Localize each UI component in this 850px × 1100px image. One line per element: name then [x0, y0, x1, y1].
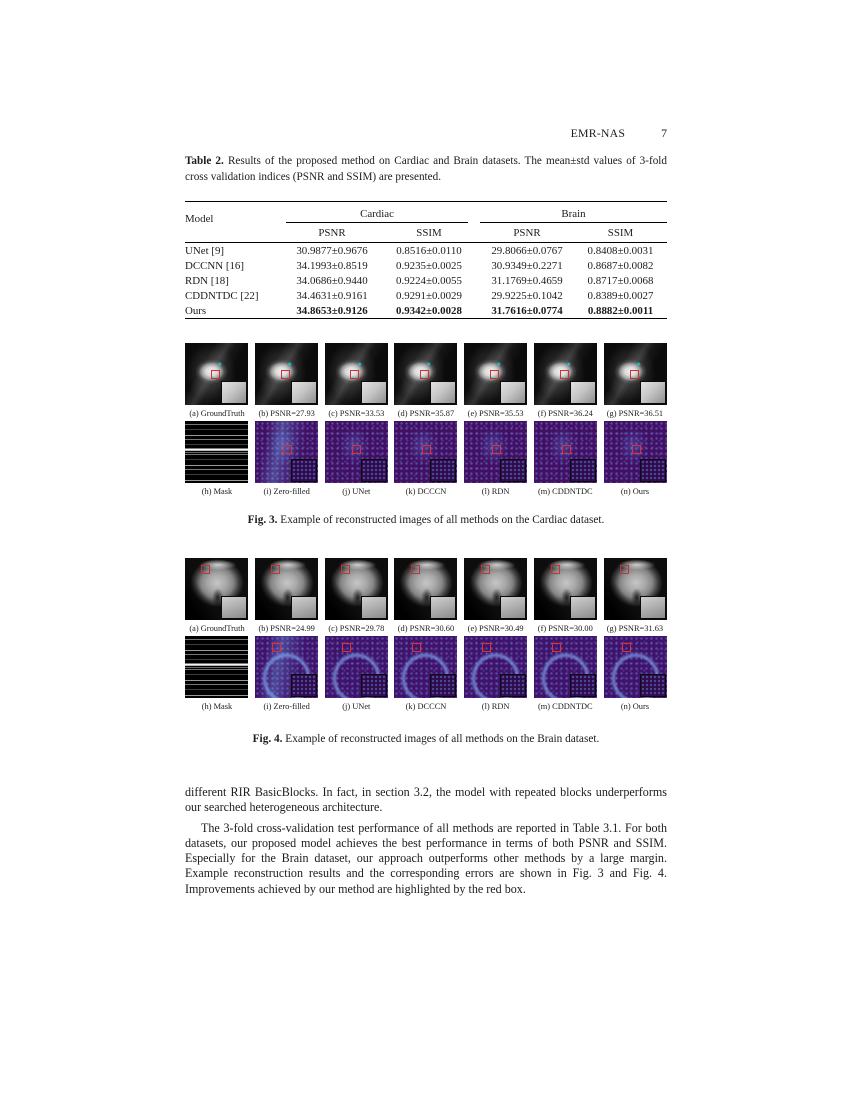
- highlight-red-box: [342, 643, 351, 652]
- zoom-inset-thumbnail: [361, 459, 387, 482]
- zoom-inset-thumbnail: [640, 381, 666, 404]
- zoom-inset-thumbnail: [430, 674, 456, 697]
- psnr-cardiac-cell: 34.8653±0.9126: [296, 304, 368, 317]
- highlight-red-box: [492, 445, 501, 454]
- ssim-cardiac-cell: 0.9342±0.0028: [396, 304, 462, 317]
- highlight-red-box: [412, 643, 421, 652]
- panel-error-cardiac: [394, 421, 457, 483]
- zoom-inset-thumbnail: [361, 596, 387, 619]
- zoom-inset-thumbnail: [221, 596, 247, 619]
- panel-label: (h) Mask: [201, 486, 233, 496]
- figure4-error-labels: [185, 698, 667, 714]
- zoom-inset-thumbnail: [570, 596, 596, 619]
- zoom-inset-thumbnail: [640, 674, 666, 697]
- panel-label: (l) RDN: [481, 486, 510, 496]
- panel-label: (b) PSNR=24.99: [258, 623, 315, 633]
- zoom-inset-thumbnail: [430, 459, 456, 482]
- psnr-brain-cell: 29.8066±0.0767: [491, 244, 563, 257]
- figure-3: [185, 343, 667, 499]
- zoom-inset-thumbnail: [570, 674, 596, 697]
- panel-error-cardiac: [604, 421, 667, 483]
- results-table-body: [185, 243, 667, 319]
- ssim-brain-cell: 0.8389±0.0027: [587, 289, 654, 302]
- panel-label: (e) PSNR=30.49: [467, 623, 524, 633]
- body-paragraph-2: The 3-fold cross-validation test performance of all methods are reported in Table 3.1. For both datasets, our proposed model achieves the best performance in terms of both PSNR and SSIM. Especially for the Brain dataset, our approach outperforms other methods by a large margin. Example reconstruction results and the corresponding errors are shown in Fig. 3 and Fig. 4. Improvements achieved by our method are highlighted by the red box.: [185, 820, 667, 896]
- psnr-cardiac-cell: 34.4631±0.9161: [296, 289, 368, 302]
- table-row: [185, 288, 667, 303]
- model-cell: Ours: [185, 304, 207, 317]
- panel-error-brain: [534, 636, 597, 698]
- psnr-cardiac-cell: 34.0686±0.9440: [296, 274, 368, 287]
- highlight-red-box: [622, 643, 631, 652]
- zoom-inset-thumbnail: [640, 459, 666, 482]
- figure-4: [185, 558, 667, 714]
- panel-error-brain: [464, 636, 527, 698]
- ssim-cardiac-cell: 0.8516±0.0110: [396, 244, 462, 257]
- panel-brain: [394, 558, 457, 620]
- panel-label: (n) Ours: [620, 701, 650, 711]
- panel-error-brain: [604, 636, 667, 698]
- figure4-error-row: [185, 636, 667, 698]
- zoom-inset-thumbnail: [291, 381, 317, 404]
- highlight-red-box: [560, 370, 569, 379]
- table-row: [185, 258, 667, 273]
- table2-caption: [185, 153, 667, 186]
- zoom-inset-thumbnail: [221, 381, 247, 404]
- panel-label: (m) CDDNTDC: [537, 701, 593, 711]
- panel-label: (d) PSNR=30.60: [397, 623, 455, 633]
- figure3-caption: [185, 514, 667, 526]
- figure3-reconstruction-labels: [185, 405, 667, 421]
- group-label-cardiac: Cardiac: [286, 208, 468, 223]
- highlight-red-box: [411, 565, 420, 574]
- ssim-brain-cell: 0.8882±0.0011: [587, 304, 654, 317]
- panel-brain: [534, 558, 597, 620]
- table-row: [185, 303, 667, 319]
- psnr-cardiac-cell: 30.9877±0.9676: [296, 244, 368, 257]
- column-header-model: Model: [185, 213, 214, 225]
- highlight-red-box: [283, 445, 292, 454]
- panel-cardiac: [464, 343, 527, 405]
- panel-label: (k) DCCCN: [405, 701, 447, 711]
- ssim-cardiac-cell: 0.9224±0.0055: [396, 274, 462, 287]
- model-cell: RDN [18]: [185, 274, 229, 287]
- figure3-caption-label: Fig. 3.: [247, 514, 278, 526]
- highlight-red-box: [620, 565, 629, 574]
- zoom-inset-thumbnail: [500, 381, 526, 404]
- model-cell: UNet [9]: [185, 244, 225, 257]
- zoom-inset-thumbnail: [291, 459, 317, 482]
- panel-label: (f) PSNR=30.00: [537, 623, 593, 633]
- highlight-red-box: [281, 370, 290, 379]
- panel-label: (c) PSNR=33.53: [328, 408, 385, 418]
- panel-error-cardiac: [325, 421, 388, 483]
- zoom-inset-thumbnail: [361, 381, 387, 404]
- panel-label: (g) PSNR=36.51: [606, 408, 664, 418]
- figure4-reconstruction-labels: [185, 620, 667, 636]
- zoom-inset-thumbnail: [500, 596, 526, 619]
- zoom-inset-thumbnail: [361, 674, 387, 697]
- running-header: [185, 126, 667, 141]
- body-text: [185, 785, 667, 897]
- panel-mask: [185, 421, 248, 483]
- group-header-cardiac: [286, 202, 480, 224]
- panel-brain: [185, 558, 248, 620]
- zoom-inset-thumbnail: [430, 596, 456, 619]
- highlight-red-box: [422, 445, 431, 454]
- panel-error-cardiac: [534, 421, 597, 483]
- highlight-red-box: [630, 370, 639, 379]
- panel-label: (c) PSNR=29.78: [328, 623, 385, 633]
- psnr-brain-cell: 29.9225±0.1042: [491, 289, 563, 302]
- column-header-ssim-brain: SSIM: [607, 226, 634, 239]
- panel-cardiac: [534, 343, 597, 405]
- highlight-red-box: [272, 643, 281, 652]
- ssim-brain-cell: 0.8408±0.0031: [587, 244, 654, 257]
- panel-error-brain: [255, 636, 318, 698]
- group-label-brain: Brain: [480, 208, 667, 223]
- ssim-cardiac-cell: 0.9235±0.0025: [396, 259, 462, 272]
- highlight-red-box: [352, 445, 361, 454]
- highlight-red-box: [420, 370, 429, 379]
- highlight-red-box: [482, 643, 491, 652]
- group-header-row: [185, 202, 667, 224]
- panel-brain: [325, 558, 388, 620]
- panel-label: (a) GroundTruth: [189, 623, 245, 633]
- figure3-reconstruction-row: [185, 343, 667, 405]
- column-header-psnr-brain: PSNR: [513, 226, 541, 239]
- highlight-red-box: [271, 565, 280, 574]
- figure3-error-labels: [185, 483, 667, 499]
- column-header-ssim-cardiac: SSIM: [416, 226, 442, 239]
- highlight-red-box: [341, 565, 350, 574]
- psnr-brain-cell: 31.1769±0.4659: [491, 274, 563, 287]
- panel-error-brain: [325, 636, 388, 698]
- panel-cardiac: [255, 343, 318, 405]
- panel-label: (n) Ours: [620, 486, 650, 496]
- body-paragraph-1: different RIR BasicBlocks. In fact, in section 3.2, the model with repeated blocks underperforms our searched heterogeneous architecture.: [185, 785, 667, 815]
- figure4-caption-text: Example of reconstructed images of all methods on the Brain dataset.: [285, 733, 600, 745]
- highlight-red-box: [481, 565, 490, 574]
- panel-label: (j) UNet: [342, 486, 371, 496]
- panel-label: (j) UNet: [342, 701, 371, 711]
- model-cell: DCCNN [16]: [185, 259, 244, 272]
- panel-label: (l) RDN: [481, 701, 510, 711]
- panel-label: (m) CDDNTDC: [537, 486, 593, 496]
- panel-cardiac: [185, 343, 248, 405]
- panel-label: (i) Zero-filled: [263, 486, 310, 496]
- ssim-brain-cell: 0.8717±0.0068: [587, 274, 654, 287]
- results-table: [185, 201, 667, 319]
- table-row: [185, 243, 667, 259]
- zoom-inset-thumbnail: [500, 459, 526, 482]
- table-row: [185, 273, 667, 288]
- zoom-inset-thumbnail: [570, 459, 596, 482]
- running-title: EMR-NAS: [570, 126, 626, 140]
- model-cell: CDDNTDC [22]: [185, 289, 259, 302]
- panel-label: (k) DCCCN: [405, 486, 447, 496]
- figure4-reconstruction-row: [185, 558, 667, 620]
- highlight-red-box: [551, 565, 560, 574]
- psnr-cardiac-cell: 34.1993±0.8519: [296, 259, 368, 272]
- highlight-red-box: [562, 445, 571, 454]
- panel-cardiac: [604, 343, 667, 405]
- panel-label: (d) PSNR=35.87: [397, 408, 455, 418]
- group-header-brain: [480, 202, 667, 224]
- highlight-red-box: [350, 370, 359, 379]
- panel-label: (h) Mask: [201, 701, 233, 711]
- zoom-inset-thumbnail: [640, 596, 666, 619]
- highlight-red-box: [490, 370, 499, 379]
- figure4-caption: [185, 733, 667, 745]
- figure4-caption-label: Fig. 4.: [252, 733, 283, 745]
- panel-brain: [255, 558, 318, 620]
- panel-label: (g) PSNR=31.63: [606, 623, 664, 633]
- panel-mask: [185, 636, 248, 698]
- panel-error-cardiac: [464, 421, 527, 483]
- panel-label: (b) PSNR=27.93: [258, 408, 315, 418]
- ssim-brain-cell: 0.8687±0.0082: [587, 259, 654, 272]
- zoom-inset-thumbnail: [430, 381, 456, 404]
- column-header-psnr-cardiac: PSNR: [318, 226, 346, 239]
- panel-brain: [464, 558, 527, 620]
- figure3-caption-text: Example of reconstructed images of all methods on the Cardiac dataset.: [280, 514, 605, 526]
- panel-label: (i) Zero-filled: [263, 701, 310, 711]
- zoom-inset-thumbnail: [570, 381, 596, 404]
- panel-brain: [604, 558, 667, 620]
- zoom-inset-thumbnail: [500, 674, 526, 697]
- page-number: 7: [661, 126, 667, 140]
- psnr-brain-cell: 31.7616±0.0774: [491, 304, 563, 317]
- panel-label: (e) PSNR=35.53: [467, 408, 524, 418]
- panel-label: (f) PSNR=36.24: [537, 408, 593, 418]
- table2-caption-text: Results of the proposed method on Cardiac and Brain datasets. The mean±std values of 3-fold cross validation indices (PSNR and SSIM) are presented.: [185, 155, 667, 184]
- highlight-red-box: [552, 643, 561, 652]
- zoom-inset-thumbnail: [291, 674, 317, 697]
- panel-cardiac: [325, 343, 388, 405]
- ssim-cardiac-cell: 0.9291±0.0029: [396, 289, 462, 302]
- zoom-inset-thumbnail: [291, 596, 317, 619]
- psnr-brain-cell: 30.9349±0.2271: [491, 259, 563, 272]
- highlight-red-box: [211, 370, 220, 379]
- highlight-red-box: [201, 565, 210, 574]
- panel-label: (a) GroundTruth: [189, 408, 245, 418]
- panel-error-brain: [394, 636, 457, 698]
- figure3-error-row: [185, 421, 667, 483]
- table2-caption-label: Table 2.: [185, 155, 224, 167]
- highlight-red-box: [632, 445, 641, 454]
- panel-error-cardiac: [255, 421, 318, 483]
- panel-cardiac: [394, 343, 457, 405]
